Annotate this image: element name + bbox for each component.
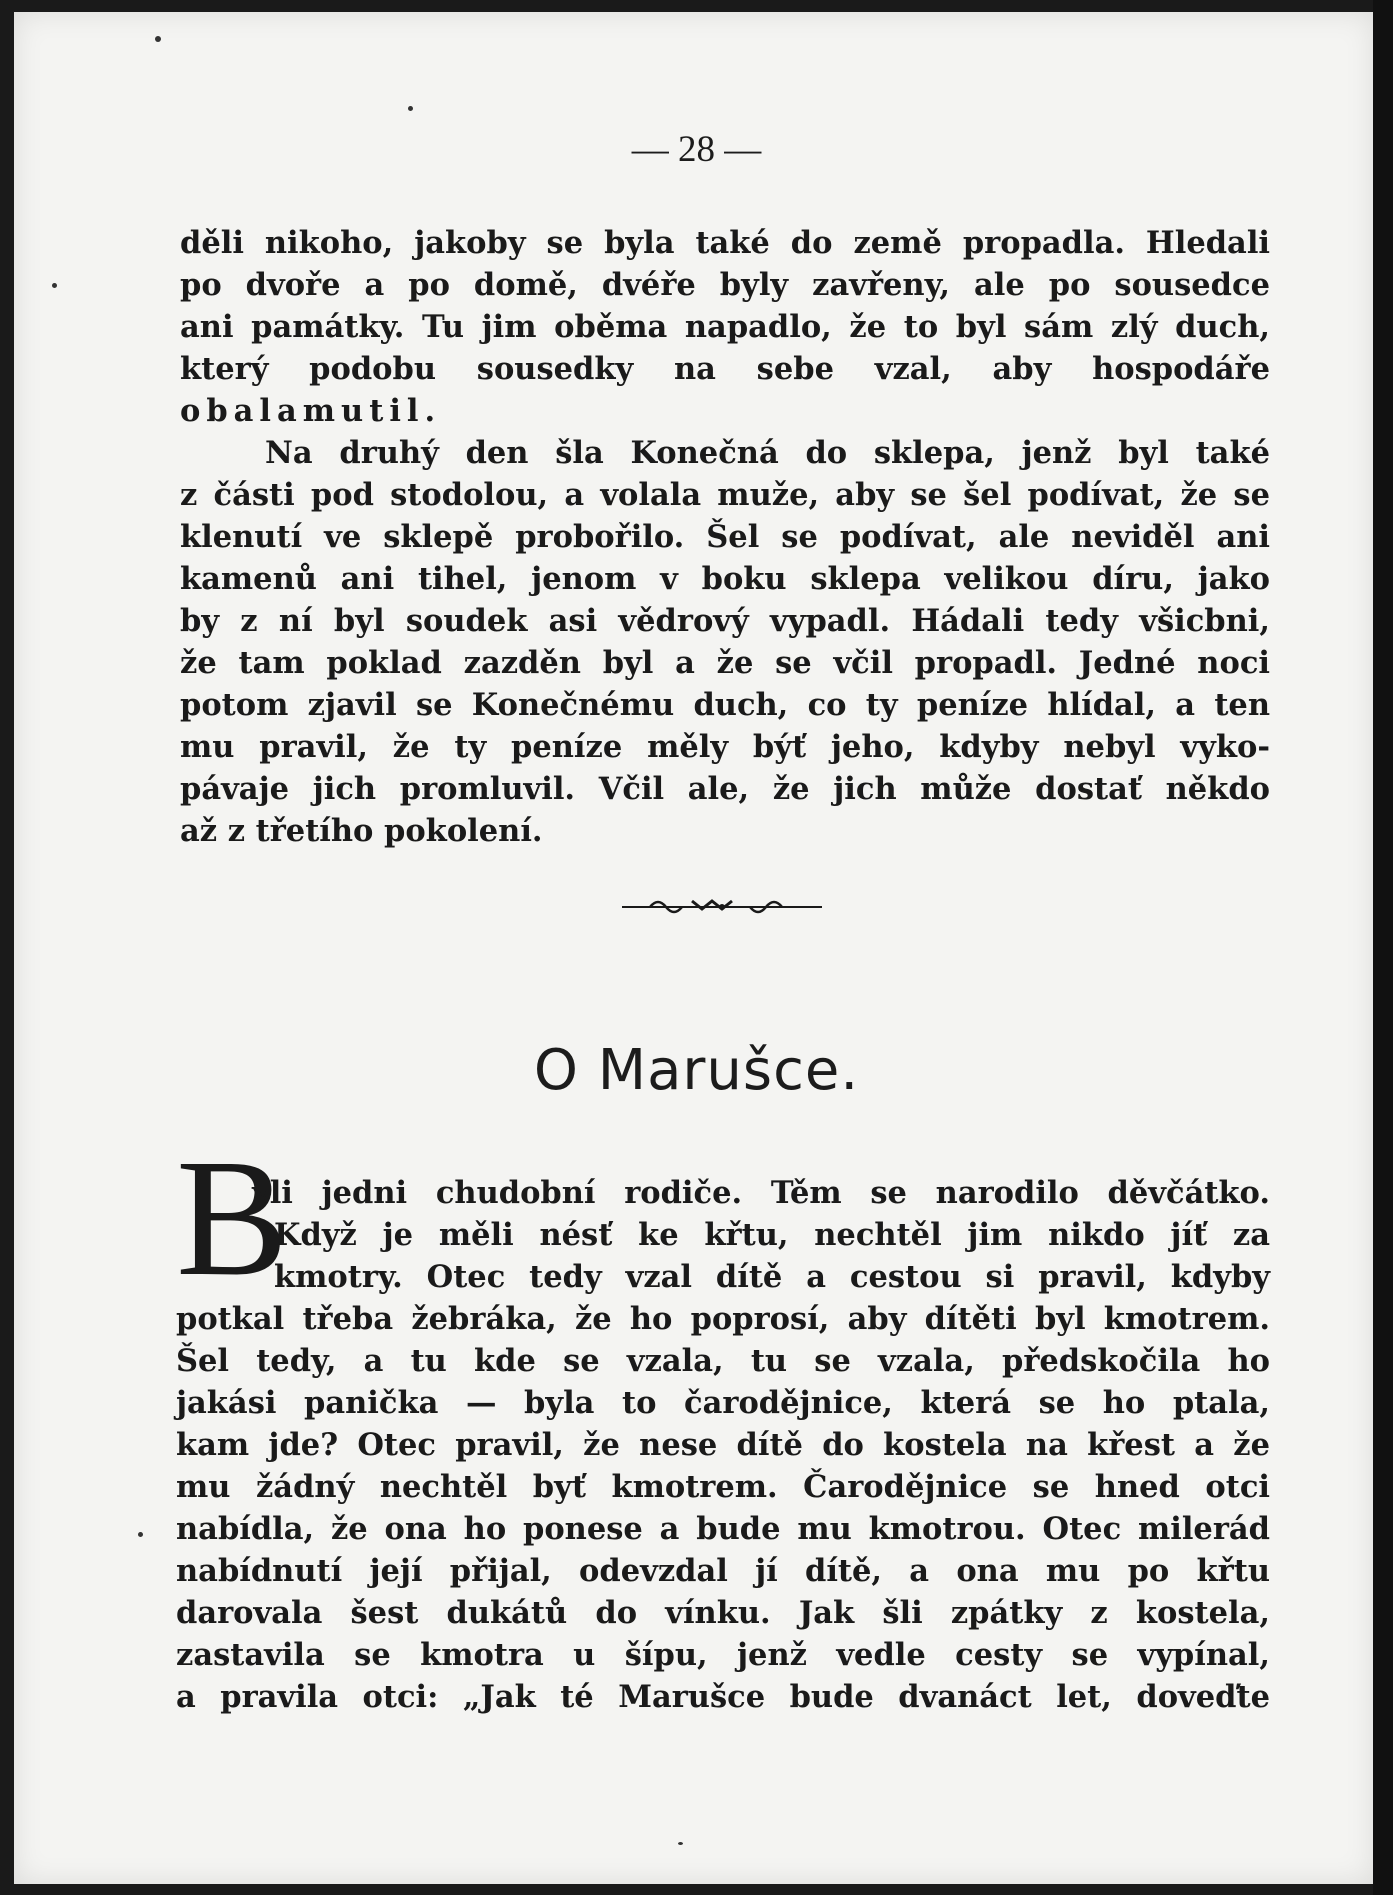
text-line: až z třetího pokolení. [180,813,543,849]
chapter-title: O Marušce. [533,1038,860,1103]
text-line: Když je měli nésť ke křtu, nechtěl jim nikdo jíť za [274,1217,1270,1253]
text-line: po dvoře a po domě, dvéře byly zavřeny, ale po sousedce [180,267,1270,303]
text-line: děli nikoho, jakoby se byla také do země propadla. Hledali [180,225,1270,261]
text-line: z části pod stodolou, a volala muže, aby se šel podívat, že se [180,477,1270,513]
scan-edge [1373,0,1393,1895]
scan-speck [52,283,57,288]
text-line: potom zjavil se Konečnému duch, co ty peníze hlídal, a ten [180,687,1270,723]
scan-speck [155,36,161,42]
scan-speck [408,106,413,111]
scan-speck [678,1842,683,1845]
ornament-divider [622,893,822,919]
text-line: který podobu sousedky na sebe vzal, aby hospodáře [180,351,1270,387]
text-line: a pravila otci: „Jak té Marušce bude dvanáct let, doveďte [176,1679,1270,1715]
paragraph-continuation [180,222,1270,432]
chapter-body [176,1298,1270,1718]
text-line: kam jde? Otec pravil, že nese dítě do kostela na křest a že [176,1427,1270,1463]
chapter-opening-indented [252,1172,1270,1298]
drop-cap: B [176,1125,289,1311]
text-line: mu pravil, že ty peníze měly býť jeho, kdyby nebyl vyko- [180,729,1270,765]
text-line: Šel tedy, a tu kde se vzala, tu se vzala, předskočila ho [176,1343,1270,1379]
text-line: klenutí ve sklepě probořilo. Šel se podívat, ale neviděl ani [180,519,1270,555]
page-number: — 28 — [631,129,762,170]
text-line: ani památky. Tu jim oběma napadlo, že to byl sám zlý duch, [180,309,1270,345]
text-line: jakási panička — byla to čarodějnice, která se ho ptala, [176,1385,1270,1421]
text-line: nabídnutí její přijal, odevzdal jí dítě, a ona mu po křtu [176,1553,1270,1589]
text-line: yli jedni chudobní rodiče. Těm se narodilo děvčátko. [252,1175,1270,1211]
text-line: nabídla, že ona ho ponese a bude mu kmotrou. Otec milerád [176,1511,1270,1547]
text-line: zastavila se kmotra u šípu, jenž vedle cesty se vypínal, [176,1637,1270,1673]
text-line: pávaje jich promluvil. Včil ale, že jich může dostať někdo [180,771,1270,807]
text-line: potkal třeba žebráka, že ho poprosí, aby dítěti byl kmotrem. [176,1301,1270,1337]
text-line: kmotry. Otec tedy vzal dítě a cestou si pravil, kdyby [274,1259,1270,1295]
scan-speck [138,1532,143,1537]
text-line: že tam poklad zazděn byl a že se včil propadl. Jedné noci [180,645,1270,681]
text-line: by z ní byl soudek asi vědrový vypadl. Hádali tedy všicbni, [180,603,1270,639]
text-line: kamenů ani tihel, jenom v boku sklepa velikou díru, jako [180,561,1270,597]
text-line: Na druhý den šla Konečná do sklepa, jenž byl také [265,435,1270,471]
text-line: mu žádný nechtěl byť kmotrem. Čarodějnice se hned otci [176,1469,1270,1505]
text-line: obalamutil. [180,393,442,429]
paragraph-sklep [180,432,1270,852]
text-line: darovala šest dukátů do vínku. Jak šli zpátky z kostela, [176,1595,1270,1631]
